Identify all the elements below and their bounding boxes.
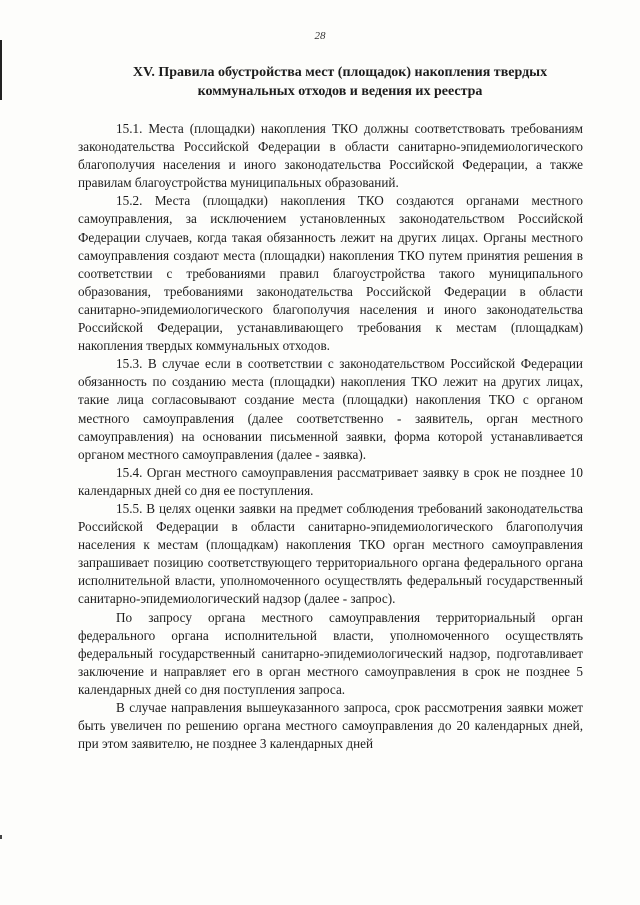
paragraph-15-1: 15.1. Места (площадки) накопления ТКО должны соответствовать требованиям законодательства Российской Федерации в области санитарно-эпидемиологического благополучия населения и иного законодательства Российской Федерации, а также правилам благоустройства муниципальных образований. bbox=[78, 121, 583, 191]
document-body bbox=[78, 120, 583, 753]
paragraph-15-4: 15.4. Орган местного самоуправления рассматривает заявку в срок не позднее 10 календарных дней со дня ее поступления. bbox=[78, 464, 583, 498]
paragraph-15-2: 15.2. Места (площадки) накопления ТКО создаются органами местного самоуправления, за исключением установленных законодательством Российской Федерации случаев, когда такая обязанность лежит на других лицах. Органы местного самоуправления создают места (площадки) накопления ТКО путем принятия решения в соответствии с требованиями правил благоустройства такого муниципального образования, требованиями законодательства Российской Федерации в области санитарно-эпидемиологического благополучия населения и иного законодательства Российской Федерации, устанавливающего требования к местам (площадкам) накопления твердых коммунальных отходов. bbox=[78, 193, 583, 354]
section-heading-line-2: коммунальных отходов и ведения их реестра bbox=[197, 84, 483, 99]
section-heading-line-1: XV. Правила обустройства мест (площадок) накопления твердых bbox=[132, 65, 548, 80]
paragraph-15-3: 15.3. В случае если в соответствии с законодательством Российской Федерации обязанность по созданию места (площадки) накопления ТКО лежит на других лицах, такие лица согласовывают создание места (площадки) накопления ТКО с органом местного самоуправления (далее соответственно - заявитель, орган местного самоуправления) на основании письменной заявки, форма которой устанавливается органом местного самоуправления (далее - заявка). bbox=[78, 356, 583, 462]
scan-edge-mark-small bbox=[0, 835, 2, 839]
scan-edge-mark bbox=[0, 40, 2, 100]
paragraph-request-response: По запросу органа местного самоуправления территориальный орган федерального органа исполнительной власти, уполномоченного осуществлять федеральный государственный санитарно-эпидемиологический надзор, подготавливает заключение и направляет его в орган местного самоуправления в срок не позднее 5 календарных дней со дня поступления запроса. bbox=[78, 609, 583, 697]
page-number: 28 bbox=[314, 30, 326, 42]
paragraph-extension: В случае направления вышеуказанного запроса, срок рассмотрения заявки может быть увеличен по решению органа местного самоуправления до 20 календарных дней, при этом заявителю, не позднее 3 календарных дней bbox=[78, 700, 583, 752]
section-heading bbox=[100, 63, 580, 101]
paragraph-15-5: 15.5. В целях оценки заявки на предмет соблюдения требований законодательства Российской Федерации в области санитарно-эпидемиологического благополучия населения к местам (площадкам) накопления ТКО орган местного самоуправления запрашивает позицию соответствующего территориального органа федерального органа исполнительной власти, уполномоченного осуществлять федеральный государственный санитарно-эпидемиологический надзор (далее - запрос). bbox=[78, 500, 583, 607]
